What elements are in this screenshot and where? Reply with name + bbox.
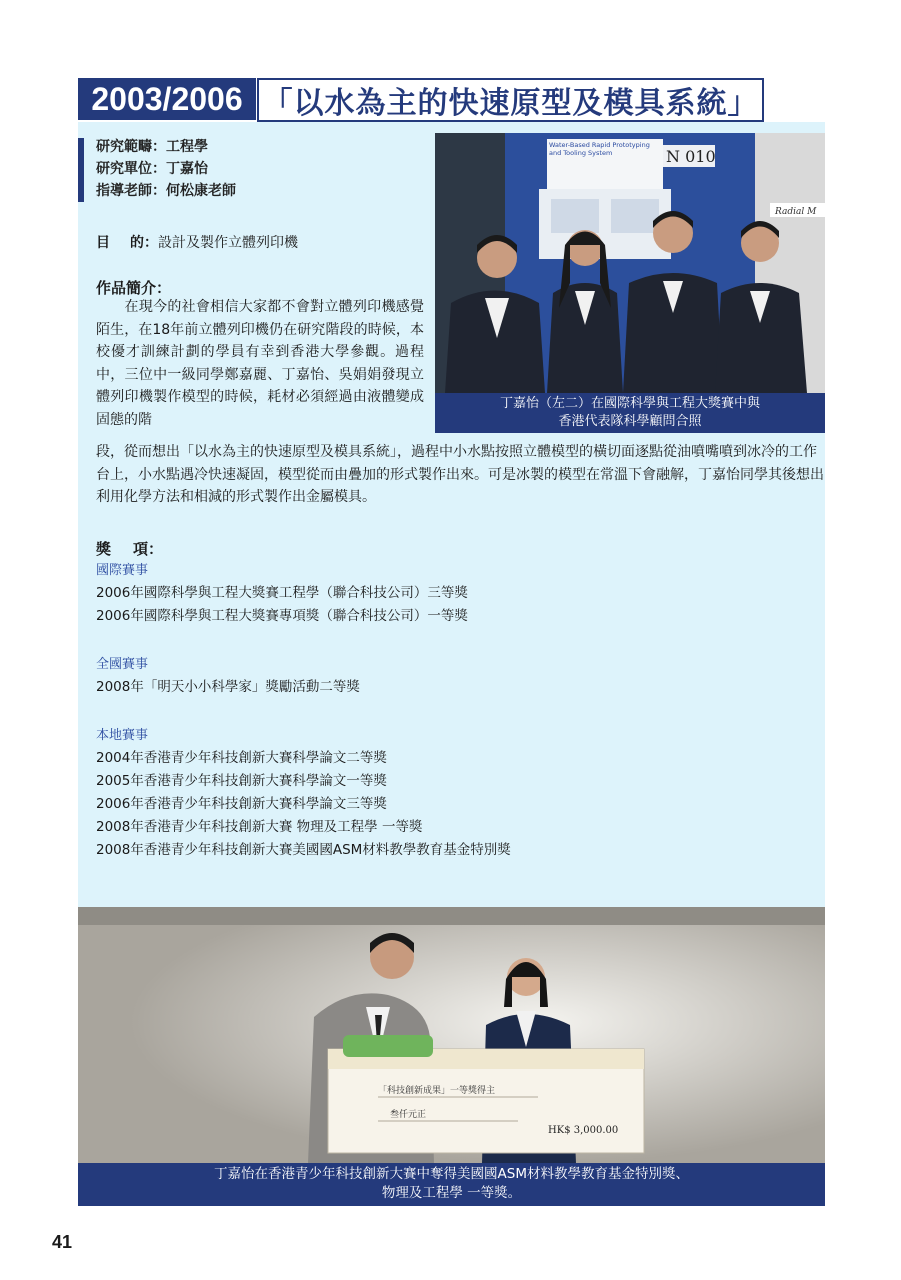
- team-photo-illustration: [435, 133, 825, 393]
- research-field: 研究範疇：工程學: [96, 139, 208, 155]
- award-item: 2004年香港青少年科技創新大賽科學論文二等獎: [96, 750, 387, 766]
- poster-title: Water-Based Rapid Prototyping and Tooling System: [549, 141, 650, 157]
- intro-paragraph-wrapped: [96, 296, 424, 431]
- purpose-label-a: 目: [96, 235, 110, 251]
- award-item: 2008年香港青少年科技創新大賽美國國ASM材料教學教育基金特別獎: [96, 842, 511, 858]
- cheque-words: 叁仟元正: [390, 1110, 427, 1120]
- award-item: 2008年香港青少年科技創新大賽 物理及工程學 一等獎: [96, 819, 423, 835]
- page-title: 「以水為主的快速原型及模具系統」: [257, 78, 764, 122]
- awards-international: [96, 559, 468, 628]
- advisor: 指導老師：何松康老師: [96, 183, 236, 199]
- ceremony-caption-line2: 物理及工程學 一等獎。: [381, 1185, 522, 1201]
- ceremony-caption-line1: 丁嘉怡在香港青少年科技創新大賽中奪得美國國ASM材料教學教育基金特別獎、: [214, 1166, 689, 1182]
- team-photo: [435, 133, 825, 393]
- booth-number: N 010: [666, 147, 716, 166]
- research-unit: 研究單位：丁嘉怡: [96, 161, 208, 177]
- awards-heading: [96, 538, 163, 559]
- purpose-label-b: 的：: [130, 235, 158, 251]
- purpose-line: [96, 233, 298, 253]
- award-item: 2005年香港青少年科技創新大賽科學論文一等獎: [96, 773, 387, 789]
- team-photo-caption: [435, 393, 825, 433]
- cheque-amount: HK$ 3,000.00: [548, 1125, 619, 1136]
- award-item: 2006年香港青少年科技創新大賽科學論文三等獎: [96, 796, 387, 812]
- cheque-recipient: 「科技創新成果」一等獎得主: [378, 1086, 496, 1096]
- awards-local: [96, 724, 511, 862]
- category-label: 全國賽事: [96, 657, 149, 672]
- year-label: 2003/2006: [78, 78, 256, 120]
- category-label: 本地賽事: [96, 728, 149, 743]
- award-item: 2008年「明天小小科學家」獎勵活動二等獎: [96, 679, 360, 695]
- awards-national: [96, 653, 360, 699]
- team-photo-caption-line1: 丁嘉怡（左二）在國際科學與工程大獎賽中與: [499, 396, 760, 411]
- team-photo-caption-line2: 香港代表隊科學顧問合照: [558, 414, 702, 429]
- ceremony-photo-caption: [78, 1163, 825, 1206]
- page-number: 41: [52, 1232, 73, 1252]
- award-ceremony-illustration: [78, 907, 825, 1163]
- intro-text-part2: 段，從而想出「以水為主的快速原型及模具系統」，過程中小水點按照立體模型的橫切面逐點從油噴嘴噴到冰冷的工作台上，小水點遇冷快速凝固，模型從而由疊加的形式製作出來。可是冰製的模型在常溫下會融解，丁嘉怡同學其後想出利用化學方法和相減的形式製作出金屬模具。: [96, 444, 824, 505]
- awards-heading-b: 項：: [133, 540, 164, 558]
- award-item: 2006年國際科學與工程大獎賽專項獎（聯合科技公司）一等獎: [96, 608, 468, 624]
- intro-text-part1: 在現今的社會相信大家都不會對立體列印機感覺陌生，在18年前立體列印機仍在研究階段的時候，本校優才訓練計劃的學員有幸到香港大學參觀。過程中，三位中一級同學鄭嘉麗、丁嘉怡、吳娟娟發現立體列印機製作模型的時候，耗材必須經過由液體變成固態的階: [96, 299, 424, 428]
- sign-text: Radial M: [775, 207, 817, 217]
- research-info: [96, 136, 236, 202]
- awards-heading-a: 獎: [96, 540, 112, 558]
- info-accent-bar: [78, 138, 84, 202]
- award-ceremony-photo: [78, 907, 825, 1163]
- category-label: 國際賽事: [96, 563, 149, 578]
- intro-heading: 作品簡介：: [96, 279, 172, 297]
- award-item: 2006年國際科學與工程大獎賽工程學（聯合科技公司）三等獎: [96, 585, 468, 601]
- purpose-text: 設計及製作立體列印機: [158, 235, 298, 251]
